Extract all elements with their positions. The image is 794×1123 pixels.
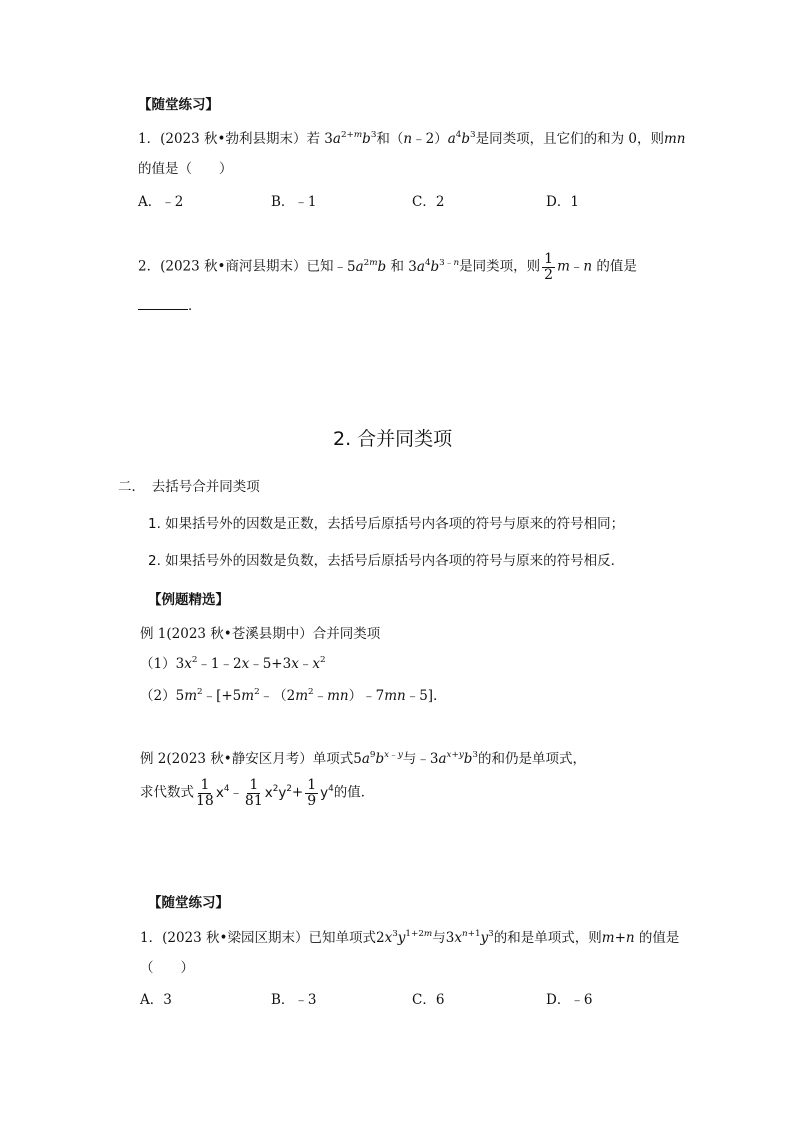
practice-header-2: 【随堂练习】 xyxy=(148,895,229,911)
part-label: （2） xyxy=(140,688,176,704)
question-1-line2 xyxy=(138,161,233,178)
fraction-denominator: 81 xyxy=(244,792,263,809)
example-1-part-1: $(1)3x^2﹣1﹣2x﹣5+3x﹣x^2$ xyxy=(140,654,326,672)
question-text: 和 xyxy=(390,258,404,275)
fraction-numerator: 1 xyxy=(307,777,317,793)
example-2-line2: 求代数式 $\frac{1}{18}$ $x^4﹣$ $\frac{1}{81}$ $x^2y^2+$ $\frac{1}{9}$ $y^4$的值． xyxy=(140,777,375,809)
fraction xyxy=(542,252,555,282)
fraction-numerator: 1 xyxy=(544,251,554,267)
math-expr: $a^4b^3$ xyxy=(447,129,476,147)
option-c: C．6 xyxy=(412,992,445,1008)
option-c: C．2 xyxy=(412,194,445,210)
answer-blank[interactable] xyxy=(138,297,188,310)
answer-blank-line xyxy=(138,297,202,315)
option-b: B．﹣3 xyxy=(271,992,317,1008)
option-d: D．﹣6 xyxy=(546,992,593,1008)
question-text: ） xyxy=(434,131,448,147)
question-text: 求代数式 xyxy=(140,784,194,801)
question-text: 例 2(2023 秋•静安区月考）单项式 xyxy=(140,751,354,767)
fraction-denominator: 2 xyxy=(544,266,554,283)
question-number: 1． xyxy=(140,930,163,946)
question-number: 1． xyxy=(138,131,161,147)
rule-2: 2. 如果括号外的因数是负数，去括号后原括号内各项的符号与原来的符号相反． xyxy=(148,553,625,569)
option-a: A．3 xyxy=(140,992,172,1008)
fraction-denominator: 18 xyxy=(196,792,214,809)
fraction xyxy=(245,778,263,808)
question-text: 是同类项，且它们的和为 0，则 xyxy=(475,131,664,147)
question-text: (2023 秋•商河县期末）已知﹣ xyxy=(160,258,347,275)
question-text: 的值． xyxy=(333,784,375,801)
examples-header: 【例题精选】 xyxy=(148,592,229,608)
question-text: 的值是（ ） xyxy=(138,161,233,177)
practice-header: 【随堂练习】 xyxy=(138,97,219,113)
question-text: 的和仍是单项式， xyxy=(478,751,586,767)
example-1-part-2: $(2)5m^2﹣[+5m^2﹣(2m^2﹣mn)﹣7mn﹣5]$． xyxy=(140,686,447,704)
question-text: ． xyxy=(188,298,202,314)
example-1-intro: 例 1(2023 秋•苍溪县期中）合并同类项 xyxy=(140,626,381,642)
fraction-numerator: 1 xyxy=(249,777,259,793)
fraction-numerator: 1 xyxy=(200,777,210,793)
fraction xyxy=(196,778,214,808)
example-2-line1 xyxy=(140,751,586,768)
rule-1: 1. 如果括号外的因数是正数，去括号后原括号内各项的符号与原来的符号相同； xyxy=(148,516,625,532)
fraction xyxy=(305,778,318,808)
section-heading: 二． 去括号合并同类项 xyxy=(118,479,260,495)
math-expr: $5a^9b^{x﹣y}$ xyxy=(353,749,403,767)
fraction-denominator: 9 xyxy=(307,792,317,809)
section-title: 2. 合并同类项 xyxy=(333,428,453,450)
option-a: A．﹣2 xyxy=(138,194,184,210)
math-expr: $2x^3y^{1+2m}$ xyxy=(375,928,433,946)
question-text: 的值是 xyxy=(638,930,680,946)
practice-2-question-1-line2: （ ） xyxy=(140,960,194,976)
question-text: 是同类项，则 xyxy=(459,258,541,275)
question-text: 的和是单项式，则 xyxy=(493,930,602,946)
question-1: 1．(2023 秋•勃利县期末）若 $3a^{2+m}b^3$和$(n﹣2)a^4b^3$是同类项，且它们的和为 0，则mn xyxy=(138,129,686,147)
math-expr: $3a^4b^{3﹣n}$ xyxy=(408,257,460,275)
question-text: 与 xyxy=(432,930,446,946)
question-number: 2． xyxy=(138,258,161,275)
math-expr: $3x^{n+1}y^3$ xyxy=(445,928,494,946)
math-expr: $5a^{2m}b$ xyxy=(346,257,387,275)
part-label: （1） xyxy=(140,656,176,672)
option-b: B．﹣1 xyxy=(271,194,317,210)
question-text: 的值是 xyxy=(596,258,637,275)
question-text: 与﹣ xyxy=(402,751,430,767)
question-text: (2023 秋•梁园区期末）已知单项式 xyxy=(162,930,376,946)
math-expr: $3a^{x+y}b^3$ xyxy=(429,749,478,767)
question-2: 2．(2023 秋•商河县期末）已知$﹣5a^{2m}b$ 和 $3a^4b^{3﹣n}$是同类项，则 $\frac{1}{2}$ m﹣n 的值是 xyxy=(138,251,637,283)
option-d: D．1 xyxy=(546,194,579,210)
math-expr: $3a^{2+m}b^3$ xyxy=(324,129,377,147)
question-text: (2023 秋•勃利县期末）若 xyxy=(160,131,320,147)
practice-2-question-1: 1．(2023 秋•梁园区期末）已知单项式$2x^3y^{1+2m}$与$3x^{n+1}y^3$的和是单项式，则m+n 的值是 xyxy=(140,928,680,946)
question-text: 和（ xyxy=(376,131,404,147)
